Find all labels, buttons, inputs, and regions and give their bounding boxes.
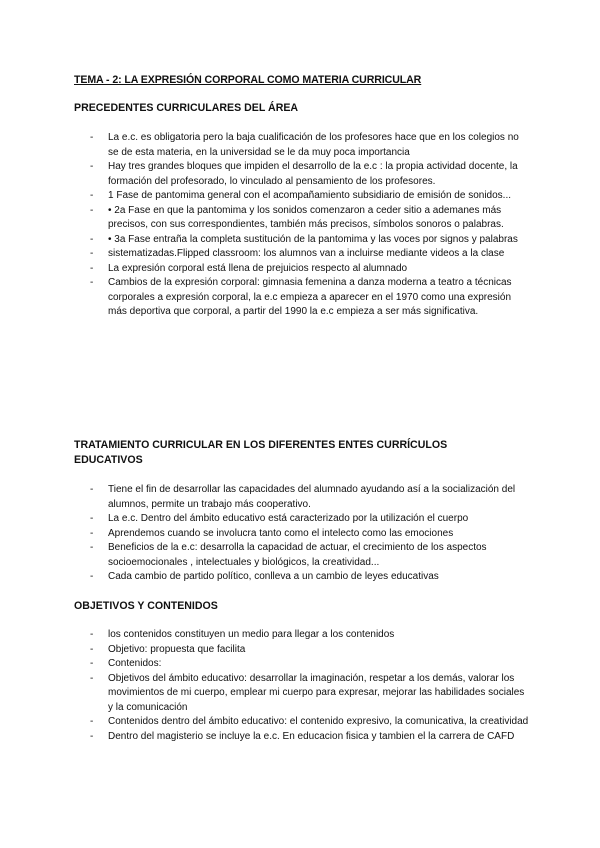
list-item	[0, 657, 600, 672]
list-item	[0, 628, 600, 643]
list-item-text: Cambios de la expresión corporal: gimnasia femenina a danza moderna a teatro a técnicas corporales a expresión corporal, la e.c empieza a aparecer en el 1970 como una expresión más deportiva que corporal, a partir del 1990 la e.c empieza a ser más significativa.	[108, 277, 512, 317]
list-item-text: Objetivos del ámbito educativo: desarrollar la imaginación, respetar a los demás, valorar los movimientos de mi cuerpo, emplear mi cuerpo para expresar, mejorar las habilidades sociales y la comunicación	[108, 672, 525, 713]
bullet-dash: -	[90, 277, 94, 288]
list-item	[0, 233, 600, 248]
list-item	[0, 204, 600, 233]
list-item	[0, 276, 600, 320]
bullet-dash: -	[90, 643, 94, 655]
list-item-text: Hay tres grandes bloques que impiden el desarrollo de la e.c : la propia actividad docente, la formación del profesorado, lo vinculado al pensamiento de los profesores.	[108, 161, 518, 187]
bullet-dash: -	[90, 513, 94, 524]
list-item	[0, 527, 600, 542]
list-item	[0, 570, 600, 585]
list-item	[0, 715, 600, 730]
section-heading-objetivos: OBJETIVOS Y CONTENIDOS	[74, 600, 218, 612]
section-list-objetivos	[0, 628, 600, 744]
list-item	[0, 541, 600, 570]
bullet-dash: -	[90, 262, 94, 274]
section-heading-precedentes: PRECEDENTES CURRICULARES DEL ÁREA	[74, 102, 299, 114]
list-item-text: Beneficios de la e.c: desarrolla la capacidad de actuar, el crecimiento de los aspectos socioemocionales , intelectuales y biológicos, la creatividad...	[108, 542, 487, 568]
list-item	[0, 730, 600, 745]
section-heading-tratamiento: TRATAMIENTO CURRICULAR EN LOS DIFERENTES ENTES CURRÍCULOS EDUCATIVOS	[74, 439, 448, 466]
bullet-dash: -	[90, 527, 94, 539]
list-item-text: La expresión corporal está llena de prejuicios respecto al alumnado	[108, 262, 408, 274]
list-item	[0, 483, 600, 512]
section-list-precedentes	[0, 131, 600, 320]
list-item	[0, 512, 600, 527]
section-list-tratamiento	[0, 483, 600, 585]
list-item-text: • 3a Fase entraña la completa sustitución de la pantomima y las voces por signos y palabras	[108, 233, 518, 245]
list-item	[0, 247, 600, 262]
list-item-text: 1 Fase de pantomima general con el acompañamiento subsidiario de emisión de sonidos...	[108, 190, 512, 201]
bullet-dash: -	[90, 542, 94, 553]
page-title: TEMA - 2: LA EXPRESIÓN CORPORAL COMO MATERIA CURRICULAR	[74, 74, 422, 86]
bullet-dash: -	[90, 248, 94, 259]
list-item-text: Dentro del magisterio se incluye la e.c. En educacion fisica y tambien el la carrera de CAFD	[108, 730, 515, 742]
list-item-text: los contenidos constituyen un medio para llegar a los contenidos	[108, 629, 395, 640]
list-item-text: Tiene el fin de desarrollar las capacidades del alumnado ayudando así a la socialización del alumnos, permite un trabajo más cooperativo.	[108, 484, 516, 510]
list-item-text: Cada cambio de partido político, conlleva a un cambio de leyes educativas	[108, 571, 439, 582]
list-item	[0, 160, 600, 189]
list-item-text: La e.c. Dentro del ámbito educativo está caracterizado por la utilización el cuerpo	[108, 513, 469, 524]
bullet-dash: -	[90, 190, 94, 201]
list-item	[0, 672, 600, 716]
bullet-dash: -	[90, 233, 94, 245]
bullet-dash: -	[90, 730, 94, 742]
list-item	[0, 643, 600, 658]
list-item	[0, 262, 600, 277]
list-item-text: • 2a Fase en que la pantomima y los sonidos comenzaron a ceder sitio a ademanes más precisos, con sus correspondientes, también más precisos, símbolos sonoros o palabras.	[108, 204, 504, 230]
bullet-dash: -	[90, 161, 94, 172]
bullet-dash: -	[90, 484, 94, 495]
list-item	[0, 131, 600, 160]
list-item	[0, 189, 600, 204]
bullet-dash: -	[90, 716, 94, 727]
bullet-dash: -	[90, 571, 94, 582]
bullet-dash: -	[90, 672, 94, 684]
bullet-dash: -	[90, 658, 94, 669]
bullet-dash: -	[90, 629, 94, 640]
list-item-text: Objetivo: propuesta que facilita	[108, 643, 246, 655]
bullet-dash: -	[90, 132, 94, 143]
list-item-text: sistematizadas.Flipped classroom: los alumnos van a incluirse mediante videos a la clase	[108, 248, 505, 259]
list-item-text: La e.c. es obligatoria pero la baja cualificación de los profesores hace que en los colegios no se de esta materia, en la universidad se le da muy poca importancia	[108, 132, 519, 158]
bullet-dash: -	[90, 204, 94, 216]
list-item-text: Aprendemos cuando se involucra tanto como el intelecto como las emociones	[108, 527, 454, 539]
list-item-text: Contenidos:	[108, 658, 162, 669]
list-item-text: Contenidos dentro del ámbito educativo: el contenido expresivo, la comunicativa, la creatividad	[108, 716, 529, 727]
